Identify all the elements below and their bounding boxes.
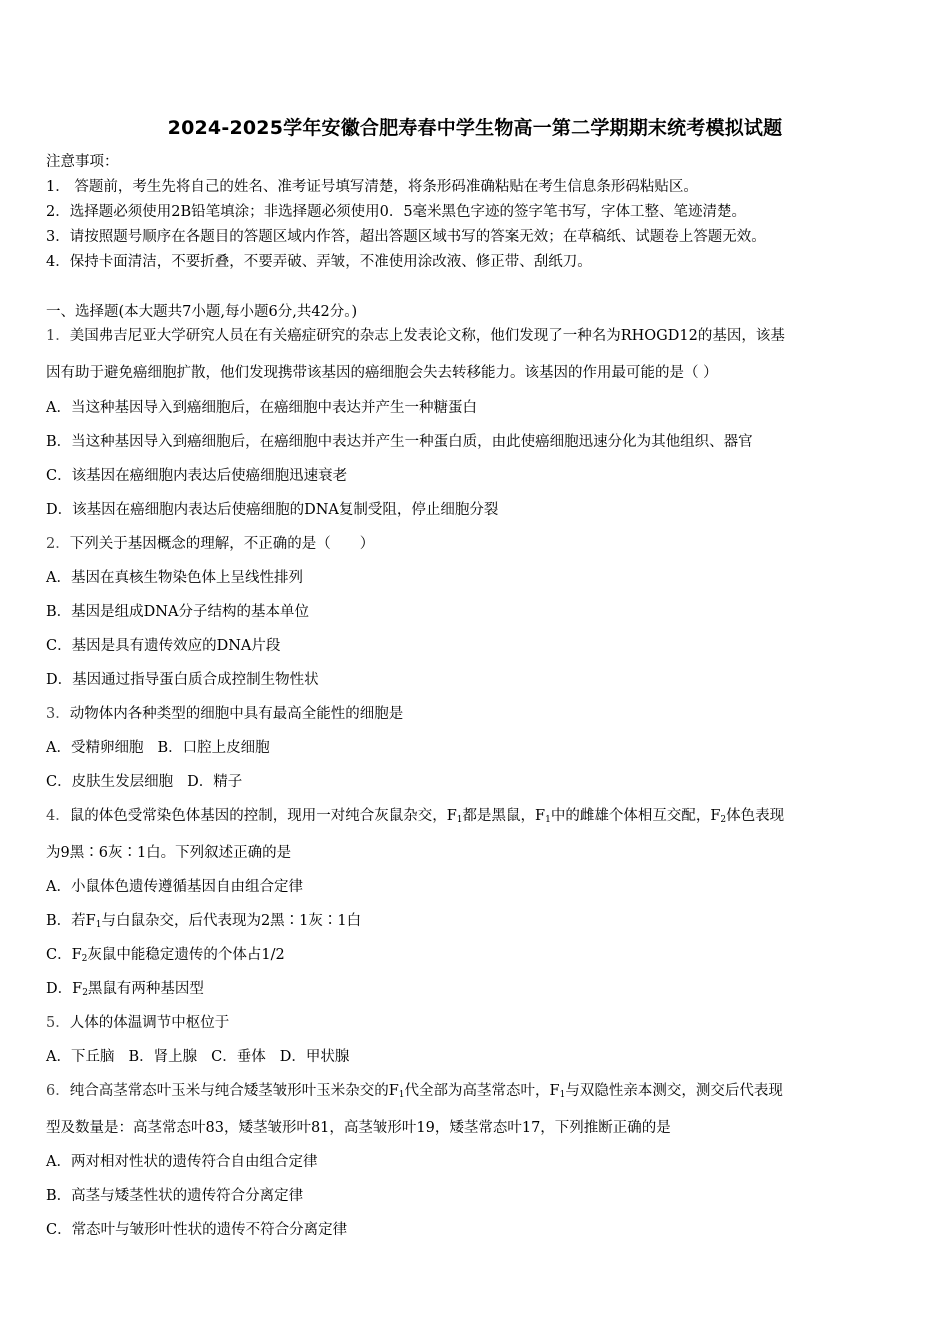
question-4 [46, 806, 784, 830]
option-b: B．肾上腺 [128, 1049, 198, 1065]
option-a: A．两对相对性状的遗传符合自由组合定律 [46, 1154, 318, 1170]
question-4-cont: 为9黑∶6灰∶1白。下列叙述正确的是 [46, 845, 292, 861]
question-6-cont: 型及数量是：高茎常态叶83，矮茎皱形叶81，高茎皱形叶19，矮茎常态叶17，下列推断正确的是 [46, 1120, 671, 1136]
question-2 [46, 534, 374, 554]
notice-heading: 注意事项： [46, 154, 119, 170]
question-3 [46, 704, 403, 724]
option-c: C．基因是具有遗传效应的DNA片段 [46, 638, 281, 654]
question-text: 纯合高茎常态叶玉米与纯合矮茎皱形叶玉米杂交的F [69, 1083, 399, 1099]
option-d: D．该基因在癌细胞内表达后使癌细胞的DNA复制受阻，停止细胞分裂 [46, 502, 499, 518]
question-text: 美国弗吉尼亚大学研究人员在有关癌症研究的杂志上发表论文称，他们发现了一种名为RHOGD12的基因，该基 [69, 328, 785, 344]
question-text: 鼠的体色受常染色体基因的控制，现用一对纯合灰鼠杂交，F [69, 808, 457, 824]
exam-title: 2024-2025学年安徽合肥寿春中学生物高一第二学期期末统考模拟试题 [167, 117, 783, 139]
option-row [46, 772, 242, 792]
option-d: D．甲状腺 [279, 1049, 350, 1065]
option-text: 与白鼠杂交，后代表现为2黑∶1灰∶1白 [101, 913, 362, 929]
question-1-cont: 因有助于避免癌细胞扩散，他们发现携带该基因的癌细胞会失去转移能力。该基因的作用最可能的是（ ） [46, 365, 718, 381]
question-text: 与双隐性亲本测交，测交后代表现 [565, 1083, 783, 1099]
question-number: 4． [46, 808, 70, 824]
question-number: 1． [46, 328, 70, 344]
option-d: D．精子 [187, 774, 243, 790]
option-b: B．当这种基因导入到癌细胞后，在癌细胞中表达并产生一种蛋白质，由此使癌细胞迅速分化为其他组织、器官 [46, 434, 753, 450]
question-text: 体色表现 [726, 808, 785, 824]
option-d [46, 979, 204, 1003]
option-a: A．小鼠体色遗传遵循基因自由组合定律 [46, 879, 303, 895]
option-text: B．若F [46, 913, 96, 929]
option-c [46, 945, 285, 969]
subscript: 1 [545, 815, 551, 825]
question-number: 3． [46, 706, 70, 722]
subscript: 2 [82, 988, 88, 998]
question-number: 2． [46, 536, 70, 552]
subscript: 1 [398, 1090, 405, 1100]
option-a: A．基因在真核生物染色体上呈线性排列 [46, 570, 303, 586]
question-text: 都是黑鼠，F [462, 808, 546, 824]
question-text: 下列关于基因概念的理解，不正确的是（ ） [69, 536, 375, 552]
option-d: D．基因通过指导蛋白质合成控制生物性状 [46, 672, 319, 688]
notice-item: 4．保持卡面清洁，不要折叠，不要弄破、弄皱，不准使用涂改液、修正带、刮纸刀。 [46, 254, 592, 270]
option-row [46, 1047, 349, 1067]
option-a: A．当这种基因导入到癌细胞后，在癌细胞中表达并产生一种糖蛋白 [46, 400, 477, 416]
option-text: 黑鼠有两种基因型 [87, 981, 204, 997]
option-b: B．口腔上皮细胞 [157, 740, 270, 756]
question-1 [46, 326, 785, 346]
question-number: 6． [46, 1083, 70, 1099]
notice-item: 3．请按照题号顺序在各题目的答题区域内作答，超出答题区域书写的答案无效；在草稿纸、试题卷上答题无效。 [46, 229, 766, 245]
option-text: 灰鼠中能稳定遗传的个体占1/2 [87, 947, 285, 963]
question-text: 人体的体温调节中枢位于 [69, 1015, 230, 1031]
subscript: 2 [720, 815, 727, 825]
subscript: 2 [81, 954, 88, 964]
option-b [46, 911, 361, 935]
option-a: A．下丘脑 [46, 1049, 115, 1065]
option-c: C．垂体 [211, 1049, 266, 1065]
notice-item: 2．选择题必须使用2B铅笔填涂；非选择题必须使用0．5毫米黑色字迹的签字笔书写，字体工整、笔迹清楚。 [46, 204, 747, 220]
option-c: C．常态叶与皱形叶性状的遗传不符合分离定律 [46, 1222, 348, 1238]
question-6 [46, 1081, 783, 1105]
option-b: B．基因是组成DNA分子结构的基本单位 [46, 604, 309, 620]
option-c: C．皮肤生发层细胞 [46, 774, 174, 790]
option-a: A．受精卵细胞 [46, 740, 144, 756]
option-c: C．该基因在癌细胞内表达后使癌细胞迅速衰老 [46, 468, 348, 484]
option-row [46, 738, 270, 758]
subscript: 1 [559, 1090, 566, 1100]
question-5 [46, 1013, 229, 1033]
option-text: D．F [46, 981, 83, 997]
subscript: 1 [95, 920, 102, 930]
subscript: 1 [456, 815, 463, 825]
question-text: 代全部为高茎常态叶，F [404, 1083, 560, 1099]
section-heading: 一、选择题(本大题共7小题,每小题6分,共42分。) [46, 304, 358, 320]
question-text: 动物体内各种类型的细胞中具有最高全能性的细胞是 [69, 706, 404, 722]
option-b: B．高茎与矮茎性状的遗传符合分离定律 [46, 1188, 304, 1204]
question-text: 中的雌雄个体相互交配，F [550, 808, 721, 824]
question-number: 5． [46, 1015, 70, 1031]
notice-item: 1． 答题前，考生先将自己的姓名、准考证号填写清楚，将条形码准确粘贴在考生信息条形码粘贴区。 [46, 179, 698, 195]
option-text: C．F [46, 947, 82, 963]
